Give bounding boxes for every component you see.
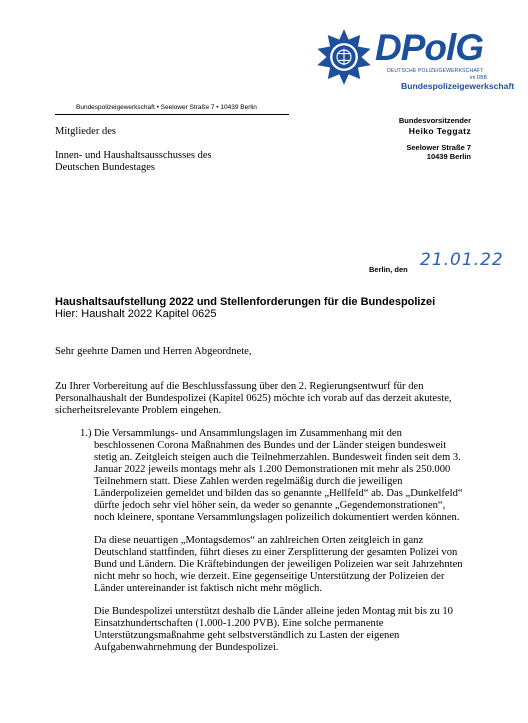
sender-name: Heiko Teggatz — [408, 126, 471, 136]
subject-title: Haushaltsaufstellung 2022 und Stellenforderungen für die Bundespolizei — [55, 296, 436, 308]
sender-city: 10439 Berlin — [426, 152, 471, 161]
item-line: Aufgabenwahrnehmung der Bundespolizei. — [94, 642, 279, 653]
item-line: Länder untereinander ist faktisch nicht mehr möglich. — [94, 583, 322, 594]
logo-wordmark: DPolG — [375, 27, 484, 68]
item-line: nicht mehr so hoch, wie derzeit. Eine gegenseitige Unterstützung der Polizeien der — [94, 571, 445, 582]
item-line: Die Bundespolizei unterstützt deshalb die Länder alleine jeden Montag mit bis zu 10 — [94, 606, 453, 617]
date-label: Berlin, den — [369, 265, 408, 274]
item-line: dürfte jedoch sehr viel höher sein, da weder so genannte „Gegendemonstrationen“, — [94, 500, 446, 511]
item-line: Länderpolizeien gemeldet und bilden das so genannte „Hellfeld“ ab. Das „Dunkelfeld“ — [94, 488, 463, 499]
handwritten-date: 21.01.22 — [420, 250, 504, 270]
intro-line: Zu Ihrer Vorbereitung auf die Beschlussfassung über den 2. Regierungsentwurf für den — [55, 381, 424, 392]
sender-divider — [55, 114, 289, 115]
item-line: Deutschland stattfinden, führt dieses zu einer Zersplitterung der gesamten Polizei von — [94, 547, 458, 558]
dpolg-logo — [315, 26, 515, 96]
sender-street: Seelower Straße 7 — [406, 143, 471, 152]
recipient-line-1: Mitglieder des — [55, 126, 116, 137]
intro-line: sicherheitsrelevante Problem eingehen. — [55, 405, 222, 416]
item-line: Januar 2022 jeweils montags mehr als 1.200 Demonstrationen mit mehr als 250.000 — [94, 464, 451, 475]
recipient-line-2: Innen- und Haushaltsausschusses des — [55, 150, 212, 161]
item-line: Teilnehmern statt. Diese Zahlen werden regelmäßig durch die jeweiligen — [94, 476, 403, 487]
police-star-icon — [315, 28, 373, 86]
sender-address-line: Bundespolizeigewerkschaft • Seelower Straße 7 • 10439 Berlin — [76, 104, 257, 111]
salutation: Sehr geehrte Damen und Herren Abgeordnete, — [55, 346, 252, 357]
item-line: Unterstützungsmaßnahme geht selbstverständlich zu Lasten der eigenen — [94, 630, 400, 641]
intro-line: Personalhaushalt der Bundespolizei (Kapitel 0625) möchte ich vorab auf das derzeit akuteste, — [55, 393, 452, 404]
logo-subline: DEUTSCHE POLIZEIGEWERKSCHAFT — [387, 68, 484, 74]
item-line: beschlossenen Corona Maßnahmen des Bundes und der Länder steigen bundesweit — [94, 440, 447, 451]
logo-dbb: im DBB — [470, 75, 487, 81]
recipient-line-3: Deutschen Bundestages — [55, 162, 156, 173]
subject-subtitle: Hier: Haushalt 2022 Kapitel 0625 — [55, 308, 217, 320]
item-line: Die Versammlungs- und Ansammlungslagen im Zusammenhang mit den — [94, 428, 402, 439]
logo-name: Bundespolizeigewerkschaft — [401, 81, 515, 91]
list-number: 1.) — [80, 428, 92, 439]
sender-role: Bundesvorsitzender — [398, 116, 471, 125]
item-line: Da diese neuartigen „Montagsdemos“ an zahlreichen Orten zeitgleich in ganz — [94, 535, 424, 546]
item-line: noch kleinere, spontane Versammlungslagen polizeilich dokumentiert werden können. — [94, 512, 460, 523]
item-line: stetig an. Zeitgleich steigen auch die Teilnehmerzahlen. Bundesweit finden seit dem 3. — [94, 452, 461, 463]
item-line: Einsatzhundertschaften (1.000-1.200 PVB). Eine solche permanente — [94, 618, 384, 629]
item-line: Bund und Ländern. Die Kräftebindungen der jeweiligen Polizeien war seit Jahrzehnten — [94, 559, 463, 570]
